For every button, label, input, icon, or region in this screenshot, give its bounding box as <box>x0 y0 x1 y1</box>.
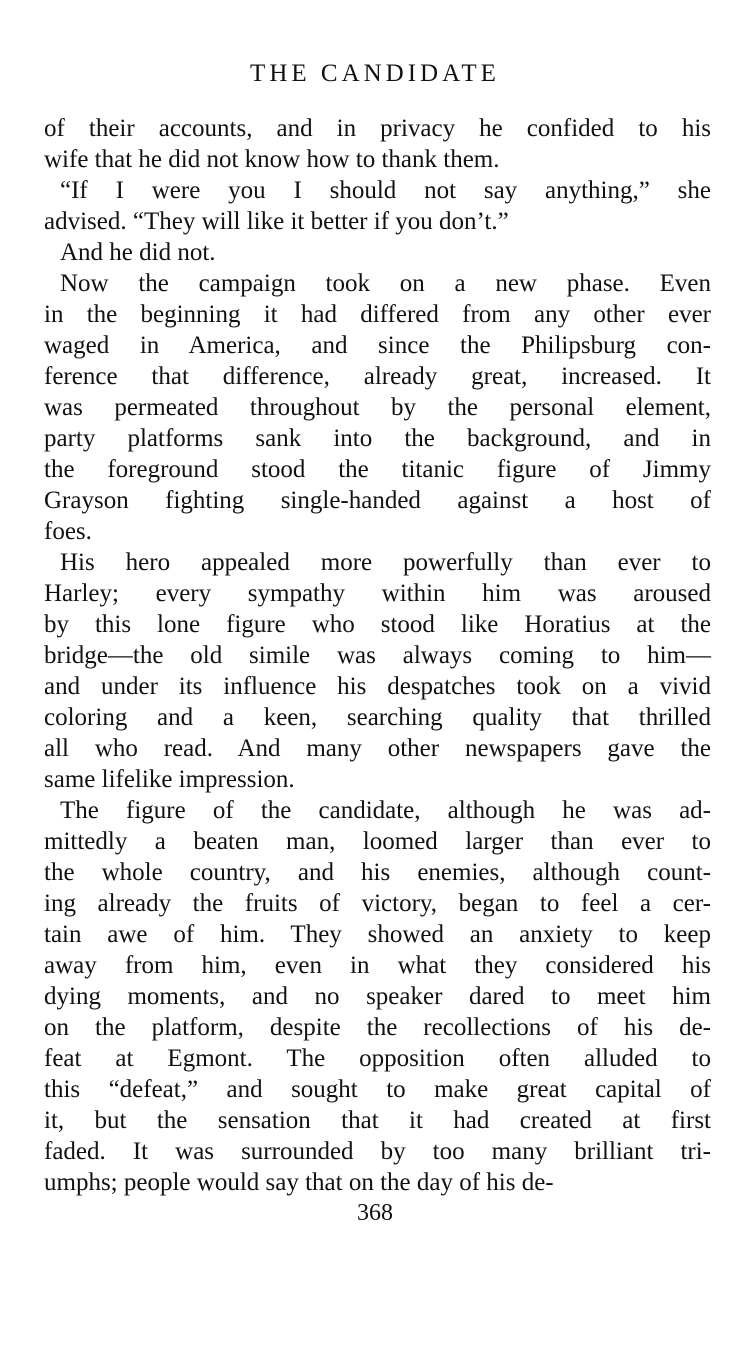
text-line: feat at Egmont. The opposition often alluded to <box>44 1045 711 1072</box>
paragraph <box>44 237 711 268</box>
text-line: advised. “They will like it better if you don’t.” <box>44 208 509 235</box>
text-line: mittedly a beaten man, loomed larger than ever to <box>44 828 711 855</box>
text-line: away from him, even in what they considered his <box>44 952 711 979</box>
text-line: “If I were you I should not say anything,” she <box>60 177 711 204</box>
text-line: this “defeat,” and sought to make great capital of <box>44 1076 711 1103</box>
text-line: waged in America, and since the Philipsburg con- <box>44 332 711 359</box>
text-line: was permeated throughout by the personal element, <box>44 394 711 421</box>
text-line: coloring and a keen, searching quality that thrilled <box>44 704 711 731</box>
text-line: by this lone figure who stood like Horatius at the <box>44 611 711 638</box>
text-line: the whole country, and his enemies, although count- <box>44 859 711 886</box>
paragraph <box>44 113 711 175</box>
text-line: His hero appealed more powerfully than ever to <box>60 549 711 576</box>
text-line: ing already the fruits of victory, began to feel a cer- <box>44 890 711 917</box>
text-line: Grayson fighting single-handed against a host of <box>44 487 711 514</box>
text-line: And he did not. <box>60 239 216 266</box>
paragraph <box>44 268 711 547</box>
body-text <box>44 113 711 1198</box>
text-line: tain awe of him. They showed an anxiety to keep <box>44 921 711 948</box>
text-line: ference that difference, already great, increased. It <box>44 363 711 390</box>
text-line: same lifelike impression. <box>44 766 295 793</box>
paragraph <box>44 795 711 1198</box>
text-line: Now the campaign took on a new phase. Even <box>60 270 711 297</box>
text-line: in the beginning it had differed from any other ever <box>44 301 711 328</box>
text-line: all who read. And many other newspapers gave the <box>44 735 711 762</box>
paragraph <box>44 175 711 237</box>
text-line: and under its influence his despatches took on a vivid <box>44 673 711 700</box>
text-line: of their accounts, and in privacy he confided to his <box>44 115 711 142</box>
text-line: faded. It was surrounded by too many brilliant tri- <box>44 1138 711 1165</box>
text-line: foes. <box>44 518 92 545</box>
page-number: 368 <box>357 1200 393 1226</box>
text-line: on the platform, despite the recollections of his de- <box>44 1014 711 1041</box>
paragraph <box>44 547 711 795</box>
running-head: THE CANDIDATE <box>250 60 500 87</box>
text-line: The figure of the candidate, although he was ad- <box>60 797 711 824</box>
text-line: umphs; people would say that on the day of his de- <box>44 1169 554 1196</box>
text-line: bridge—the old simile was always coming to him— <box>44 642 711 669</box>
text-line: Harley; every sympathy within him was aroused <box>44 580 711 607</box>
text-line: the foreground stood the titanic figure of Jimmy <box>44 456 711 483</box>
text-line: wife that he did not know how to thank them. <box>44 146 500 173</box>
text-line: dying moments, and no speaker dared to meet him <box>44 983 711 1010</box>
text-line: party platforms sank into the background, and in <box>44 425 711 452</box>
text-line: it, but the sensation that it had created at first <box>44 1107 711 1134</box>
